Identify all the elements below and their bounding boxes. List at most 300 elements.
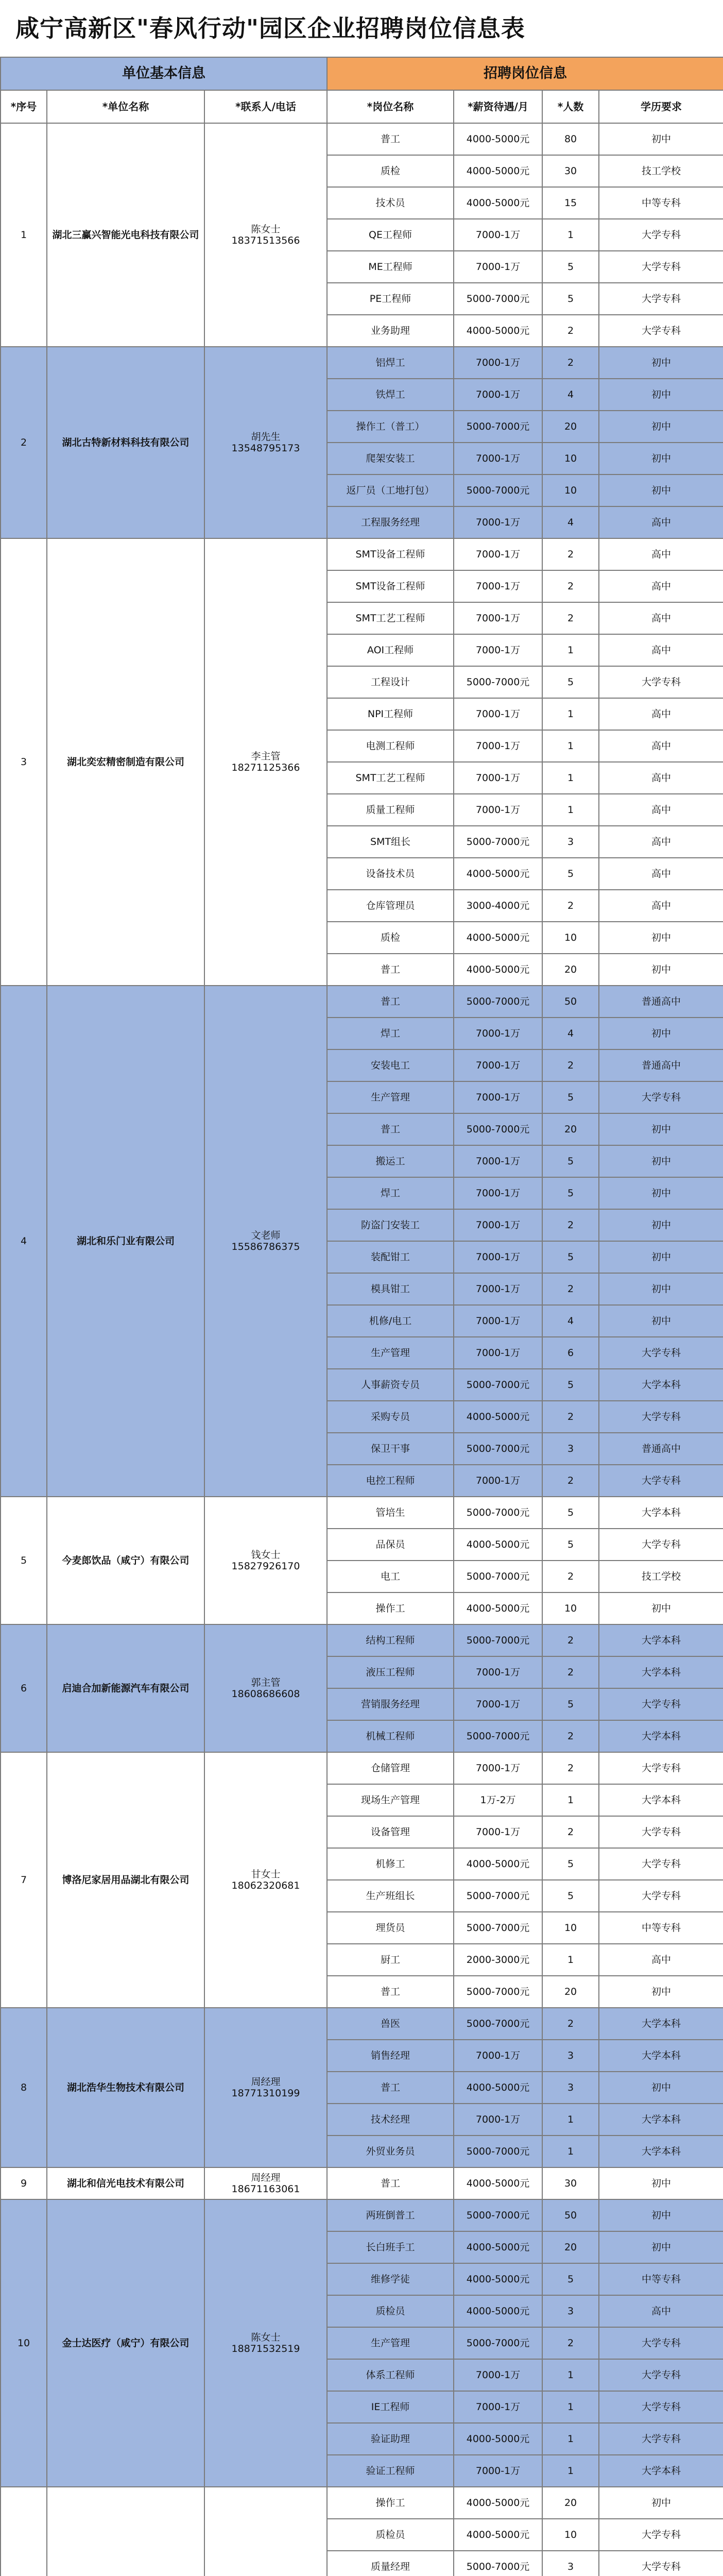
position-title: 管培生 — [327, 1497, 454, 1529]
position-education: 普通高中 — [599, 986, 723, 1018]
position-salary: 7000-1万 — [454, 2455, 542, 2487]
position-education: 初中 — [599, 443, 723, 474]
table-row — [1, 1497, 723, 1529]
position-education: 大学本科 — [599, 1784, 723, 1816]
position-salary: 7000-1万 — [454, 347, 542, 379]
position-salary: 4000-5000元 — [454, 1848, 542, 1880]
position-education: 大学专科 — [599, 283, 723, 315]
position-salary: 7000-1万 — [454, 2040, 542, 2072]
position-salary: 2000-3000元 — [454, 1944, 542, 1976]
position-title: 焊工 — [327, 1177, 454, 1209]
position-count: 1 — [542, 2136, 599, 2167]
position-title: SMT组长 — [327, 826, 454, 858]
position-education: 大学专科 — [599, 1465, 723, 1497]
company-contact — [204, 1497, 327, 1624]
position-education: 初中 — [599, 379, 723, 411]
company-name: 湖北和信光电技术有限公司 — [47, 2167, 204, 2199]
position-title: 质检员 — [327, 2295, 454, 2327]
company-seq: 5 — [1, 1497, 47, 1624]
contact-phone: 18871532519 — [231, 2343, 300, 2354]
position-education: 大学专科 — [599, 2327, 723, 2359]
table-row — [1, 123, 723, 155]
position-salary: 7000-1万 — [454, 698, 542, 730]
position-salary: 5000-7000元 — [454, 283, 542, 315]
position-education: 大学本科 — [599, 1656, 723, 1688]
position-salary: 7000-1万 — [454, 506, 542, 538]
position-count: 3 — [542, 826, 599, 858]
position-education: 初中 — [599, 922, 723, 954]
position-title: 质检员 — [327, 2519, 454, 2551]
position-count: 5 — [542, 1241, 599, 1273]
position-salary: 5000-7000元 — [454, 2008, 542, 2040]
position-education: 大学本科 — [599, 2008, 723, 2040]
position-salary: 7000-1万 — [454, 1752, 542, 1784]
header-contact: *联系人/电话 — [204, 90, 327, 123]
table-row — [1, 1752, 723, 1784]
position-title: 生产管理 — [327, 1081, 454, 1113]
position-salary: 5000-7000元 — [454, 1912, 542, 1944]
table-row — [1, 538, 723, 570]
position-count: 50 — [542, 2199, 599, 2231]
contact-person: 周经理 — [251, 2172, 281, 2183]
position-salary: 7000-1万 — [454, 1337, 542, 1369]
header-count: *人数 — [542, 90, 599, 123]
contact-phone: 18608686608 — [231, 1688, 300, 1700]
position-salary: 7000-1万 — [454, 1273, 542, 1305]
position-salary: 4000-5000元 — [454, 1401, 542, 1433]
position-salary: 1万-2万 — [454, 1784, 542, 1816]
position-salary: 7000-1万 — [454, 1688, 542, 1720]
position-salary: 7000-1万 — [454, 1209, 542, 1241]
position-education: 大学本科 — [599, 1720, 723, 1752]
contact-person: 郭主管 — [251, 1677, 281, 1688]
position-education: 高中 — [599, 506, 723, 538]
position-title: 生产管理 — [327, 1337, 454, 1369]
position-count: 5 — [542, 1848, 599, 1880]
position-count: 30 — [542, 155, 599, 187]
position-salary: 4000-5000元 — [454, 2231, 542, 2263]
position-title: 普工 — [327, 2167, 454, 2199]
position-salary: 7000-1万 — [454, 443, 542, 474]
position-title: 质量工程师 — [327, 794, 454, 826]
position-title: 普工 — [327, 986, 454, 1018]
position-education: 中等专科 — [599, 187, 723, 219]
position-count: 15 — [542, 187, 599, 219]
position-education: 初中 — [599, 1273, 723, 1305]
position-salary: 4000-5000元 — [454, 2295, 542, 2327]
position-education: 初中 — [599, 2072, 723, 2104]
position-salary: 4000-5000元 — [454, 2423, 542, 2455]
contact-person: 钱女士 — [251, 1549, 281, 1561]
position-title: 工程设计 — [327, 666, 454, 698]
position-title: 维修学徒 — [327, 2263, 454, 2295]
position-education: 普通高中 — [599, 1433, 723, 1465]
position-salary: 5000-7000元 — [454, 1976, 542, 2008]
position-salary: 7000-1万 — [454, 730, 542, 762]
company-contact — [204, 1624, 327, 1752]
position-count: 2 — [542, 890, 599, 922]
position-salary: 4000-5000元 — [454, 123, 542, 155]
position-education: 大学本科 — [599, 1369, 723, 1401]
position-title: 焊工 — [327, 1018, 454, 1049]
company-name: 湖北浩华生物技术有限公司 — [47, 2008, 204, 2167]
company-name: 金士达医疗（咸宁）有限公司 — [47, 2199, 204, 2487]
position-education: 初中 — [599, 1209, 723, 1241]
position-title: 工程服务经理 — [327, 506, 454, 538]
position-education: 高中 — [599, 634, 723, 666]
position-title: 验证工程师 — [327, 2455, 454, 2487]
position-title: 操作工 — [327, 2487, 454, 2519]
company-seq: 9 — [1, 2167, 47, 2199]
position-count: 2 — [542, 1752, 599, 1784]
position-title: 电测工程师 — [327, 730, 454, 762]
position-count: 1 — [542, 219, 599, 251]
position-title: 质量经理 — [327, 2551, 454, 2576]
company-seq: 8 — [1, 2008, 47, 2167]
position-education: 大学专科 — [599, 1401, 723, 1433]
position-salary: 4000-5000元 — [454, 1592, 542, 1624]
position-title: 技术经理 — [327, 2104, 454, 2136]
contact-phone: 15827926170 — [231, 1561, 300, 1572]
position-education: 大学本科 — [599, 2136, 723, 2167]
company-seq: 10 — [1, 2199, 47, 2487]
position-count: 2 — [542, 1209, 599, 1241]
position-count: 5 — [542, 1529, 599, 1561]
position-education: 初中 — [599, 1305, 723, 1337]
position-title: 长白班手工 — [327, 2231, 454, 2263]
position-count: 2 — [542, 538, 599, 570]
position-title: 验证助理 — [327, 2423, 454, 2455]
table-row — [1, 2199, 723, 2231]
company-contact — [204, 2487, 327, 2576]
position-education: 高中 — [599, 698, 723, 730]
position-salary: 5000-7000元 — [454, 1624, 542, 1656]
position-title: 铁焊工 — [327, 379, 454, 411]
company-contact — [204, 2008, 327, 2167]
position-count: 3 — [542, 2072, 599, 2104]
position-education: 大学专科 — [599, 1529, 723, 1561]
section-company-info: 单位基本信息 — [1, 57, 327, 90]
position-education: 大学专科 — [599, 2359, 723, 2391]
position-education: 初中 — [599, 1145, 723, 1177]
position-count: 1 — [542, 634, 599, 666]
page-title: 咸宁高新区"春风行动"园区企业招聘岗位信息表 — [15, 14, 525, 42]
position-salary: 5000-7000元 — [454, 666, 542, 698]
position-title: 厨工 — [327, 1944, 454, 1976]
position-education: 技工学校 — [599, 155, 723, 187]
contact-phone: 18671163061 — [231, 2183, 300, 2195]
position-salary: 7000-1万 — [454, 570, 542, 602]
position-salary: 4000-5000元 — [454, 1529, 542, 1561]
position-salary: 4000-5000元 — [454, 954, 542, 986]
position-salary: 5000-7000元 — [454, 2199, 542, 2231]
position-count: 5 — [542, 1497, 599, 1529]
section-recruitment-info: 招聘岗位信息 — [327, 57, 723, 90]
position-education: 高中 — [599, 570, 723, 602]
recruitment-table — [0, 57, 723, 2576]
position-count: 20 — [542, 2231, 599, 2263]
position-salary: 5000-7000元 — [454, 1113, 542, 1145]
company-seq: 1 — [1, 123, 47, 347]
position-education: 高中 — [599, 858, 723, 890]
position-count: 1 — [542, 2455, 599, 2487]
position-education: 大学专科 — [599, 1081, 723, 1113]
position-salary: 4000-5000元 — [454, 2487, 542, 2519]
position-education: 大学专科 — [599, 1880, 723, 1912]
position-salary: 4000-5000元 — [454, 155, 542, 187]
position-education: 大学专科 — [599, 2423, 723, 2455]
position-title: SMT设备工程师 — [327, 538, 454, 570]
position-count: 10 — [542, 443, 599, 474]
position-count: 10 — [542, 922, 599, 954]
position-count: 10 — [542, 1592, 599, 1624]
position-count: 20 — [542, 411, 599, 443]
position-count: 20 — [542, 1976, 599, 2008]
position-education: 初中 — [599, 1113, 723, 1145]
position-count: 5 — [542, 1688, 599, 1720]
contact-phone: 18371513566 — [231, 235, 300, 246]
position-salary: 7000-1万 — [454, 762, 542, 794]
position-count: 3 — [542, 1433, 599, 1465]
company-contact — [204, 986, 327, 1497]
position-title: 电控工程师 — [327, 1465, 454, 1497]
position-salary: 3000-4000元 — [454, 890, 542, 922]
position-count: 5 — [542, 283, 599, 315]
contact-phone: 13548795173 — [231, 443, 300, 454]
company-name: 博洛尼家居用品湖北有限公司 — [47, 1752, 204, 2008]
position-salary: 4000-5000元 — [454, 187, 542, 219]
position-education: 普通高中 — [599, 1049, 723, 1081]
position-education: 高中 — [599, 890, 723, 922]
position-salary: 7000-1万 — [454, 2359, 542, 2391]
position-title: 普工 — [327, 2072, 454, 2104]
position-count: 2 — [542, 570, 599, 602]
position-education: 大学本科 — [599, 2104, 723, 2136]
position-count: 6 — [542, 1337, 599, 1369]
position-count: 5 — [542, 2263, 599, 2295]
position-count: 4 — [542, 1018, 599, 1049]
position-education: 初中 — [599, 2231, 723, 2263]
position-salary: 7000-1万 — [454, 1241, 542, 1273]
position-education: 大学专科 — [599, 1688, 723, 1720]
position-salary: 5000-7000元 — [454, 2327, 542, 2359]
position-title: SMT工艺工程师 — [327, 602, 454, 634]
position-education: 高中 — [599, 826, 723, 858]
position-count: 1 — [542, 1944, 599, 1976]
position-salary: 4000-5000元 — [454, 2263, 542, 2295]
position-count: 30 — [542, 2167, 599, 2199]
column-header-row — [1, 90, 723, 123]
position-title: 业务助理 — [327, 315, 454, 347]
position-title: 操作工 — [327, 1592, 454, 1624]
contact-phone: 15586786375 — [231, 1241, 300, 1252]
company-name: 启迪合加新能源汽车有限公司 — [47, 1624, 204, 1752]
position-count: 5 — [542, 1369, 599, 1401]
company-contact — [204, 347, 327, 538]
position-education: 大学专科 — [599, 1848, 723, 1880]
position-title: 普工 — [327, 1976, 454, 2008]
position-salary: 5000-7000元 — [454, 2136, 542, 2167]
position-education: 高中 — [599, 794, 723, 826]
company-contact — [204, 538, 327, 986]
contact-person: 陈女士 — [251, 224, 281, 235]
position-title: 液压工程师 — [327, 1656, 454, 1688]
position-count: 2 — [542, 602, 599, 634]
position-title: 机修/电工 — [327, 1305, 454, 1337]
position-title: 人事薪资专员 — [327, 1369, 454, 1401]
position-salary: 5000-7000元 — [454, 1880, 542, 1912]
position-title: 销售经理 — [327, 2040, 454, 2072]
position-education: 大学专科 — [599, 219, 723, 251]
position-salary: 5000-7000元 — [454, 411, 542, 443]
position-title: NPI工程师 — [327, 698, 454, 730]
contact-person: 周经理 — [251, 2076, 281, 2088]
position-count: 20 — [542, 2487, 599, 2519]
company-contact — [204, 123, 327, 347]
company-seq: 3 — [1, 538, 47, 986]
position-salary: 5000-7000元 — [454, 1561, 542, 1592]
table-row — [1, 2487, 723, 2519]
position-count: 2 — [542, 1720, 599, 1752]
position-title: 现场生产管理 — [327, 1784, 454, 1816]
company-name: 湖北奕宏精密制造有限公司 — [47, 538, 204, 986]
position-title: 营销服务经理 — [327, 1688, 454, 1720]
position-title: 体系工程师 — [327, 2359, 454, 2391]
position-count: 5 — [542, 1177, 599, 1209]
position-count: 4 — [542, 1305, 599, 1337]
position-title: ME工程师 — [327, 251, 454, 283]
position-title: 质检 — [327, 155, 454, 187]
position-salary: 7000-1万 — [454, 1305, 542, 1337]
position-education: 大学本科 — [599, 2040, 723, 2072]
company-seq: 6 — [1, 1624, 47, 1752]
position-salary: 7000-1万 — [454, 379, 542, 411]
position-salary: 7000-1万 — [454, 1656, 542, 1688]
position-count: 5 — [542, 1081, 599, 1113]
position-count: 80 — [542, 123, 599, 155]
position-education: 技工学校 — [599, 1561, 723, 1592]
company-name: 今麦郎饮品（咸宁）有限公司 — [47, 1497, 204, 1624]
position-title: 操作工（普工） — [327, 411, 454, 443]
position-salary: 7000-1万 — [454, 1145, 542, 1177]
position-salary: 4000-5000元 — [454, 922, 542, 954]
position-count: 3 — [542, 2551, 599, 2576]
position-title: 采购专员 — [327, 1401, 454, 1433]
position-title: 普工 — [327, 954, 454, 986]
position-count: 1 — [542, 794, 599, 826]
section-header-row — [1, 57, 723, 90]
position-count: 20 — [542, 954, 599, 986]
position-count: 4 — [542, 379, 599, 411]
position-title: 普工 — [327, 123, 454, 155]
position-count: 3 — [542, 2040, 599, 2072]
position-education: 初中 — [599, 123, 723, 155]
position-salary: 7000-1万 — [454, 1177, 542, 1209]
position-salary: 4000-5000元 — [454, 315, 542, 347]
contact-person: 李主管 — [251, 751, 281, 762]
company-seq: 4 — [1, 986, 47, 1497]
position-title: 铝焊工 — [327, 347, 454, 379]
position-education: 初中 — [599, 1592, 723, 1624]
position-title: 普工 — [327, 1113, 454, 1145]
company-seq: 2 — [1, 347, 47, 538]
position-salary: 7000-1万 — [454, 2391, 542, 2423]
position-salary: 7000-1万 — [454, 602, 542, 634]
position-education: 初中 — [599, 347, 723, 379]
position-salary: 7000-1万 — [454, 1081, 542, 1113]
position-count: 2 — [542, 2327, 599, 2359]
position-title: 两班倒普工 — [327, 2199, 454, 2231]
position-title: PE工程师 — [327, 283, 454, 315]
company-seq: 7 — [1, 1752, 47, 2008]
position-title: QE工程师 — [327, 219, 454, 251]
position-title: 模具钳工 — [327, 1273, 454, 1305]
position-education: 大学专科 — [599, 2519, 723, 2551]
position-title: 电工 — [327, 1561, 454, 1592]
position-education: 高中 — [599, 762, 723, 794]
company-name: 湖北和乐门业有限公司 — [47, 986, 204, 1497]
header-company: *单位名称 — [47, 90, 204, 123]
position-education: 大学专科 — [599, 666, 723, 698]
position-title: 爬架安装工 — [327, 443, 454, 474]
contact-person: 胡先生 — [251, 431, 281, 443]
position-salary: 5000-7000元 — [454, 474, 542, 506]
position-title: 装配钳工 — [327, 1241, 454, 1273]
table-row — [1, 986, 723, 1018]
position-salary: 5000-7000元 — [454, 1720, 542, 1752]
position-education: 大学专科 — [599, 315, 723, 347]
position-education: 大学专科 — [599, 251, 723, 283]
table-row — [1, 1624, 723, 1656]
position-count: 1 — [542, 1784, 599, 1816]
position-education: 初中 — [599, 2487, 723, 2519]
position-salary: 7000-1万 — [454, 538, 542, 570]
position-salary: 5000-7000元 — [454, 1433, 542, 1465]
contact-person: 陈女士 — [251, 2332, 281, 2343]
position-count: 10 — [542, 1912, 599, 1944]
position-title: 质检 — [327, 922, 454, 954]
position-salary: 5000-7000元 — [454, 1497, 542, 1529]
position-count: 2 — [542, 1465, 599, 1497]
position-salary: 4000-5000元 — [454, 2072, 542, 2104]
position-count: 1 — [542, 2104, 599, 2136]
position-count: 2 — [542, 1624, 599, 1656]
position-title: IE工程师 — [327, 2391, 454, 2423]
contact-person: 文老师 — [251, 1230, 281, 1241]
position-count: 4 — [542, 506, 599, 538]
position-count: 5 — [542, 858, 599, 890]
company-name — [47, 2487, 204, 2576]
position-title: 设备技术员 — [327, 858, 454, 890]
position-education: 中等专科 — [599, 2263, 723, 2295]
position-count: 50 — [542, 986, 599, 1018]
position-count: 2 — [542, 2008, 599, 2040]
table-row — [1, 2167, 723, 2199]
position-salary: 5000-7000元 — [454, 2551, 542, 2576]
position-salary: 5000-7000元 — [454, 986, 542, 1018]
position-education: 大学专科 — [599, 1752, 723, 1784]
position-count: 5 — [542, 1880, 599, 1912]
position-salary: 7000-1万 — [454, 1018, 542, 1049]
header-seq: *序号 — [1, 90, 47, 123]
position-salary: 4000-5000元 — [454, 2167, 542, 2199]
position-salary: 4000-5000元 — [454, 858, 542, 890]
position-education: 大学本科 — [599, 1624, 723, 1656]
position-education: 大学本科 — [599, 1497, 723, 1529]
company-contact — [204, 2167, 327, 2199]
position-title: 搬运工 — [327, 1145, 454, 1177]
position-count: 2 — [542, 1656, 599, 1688]
